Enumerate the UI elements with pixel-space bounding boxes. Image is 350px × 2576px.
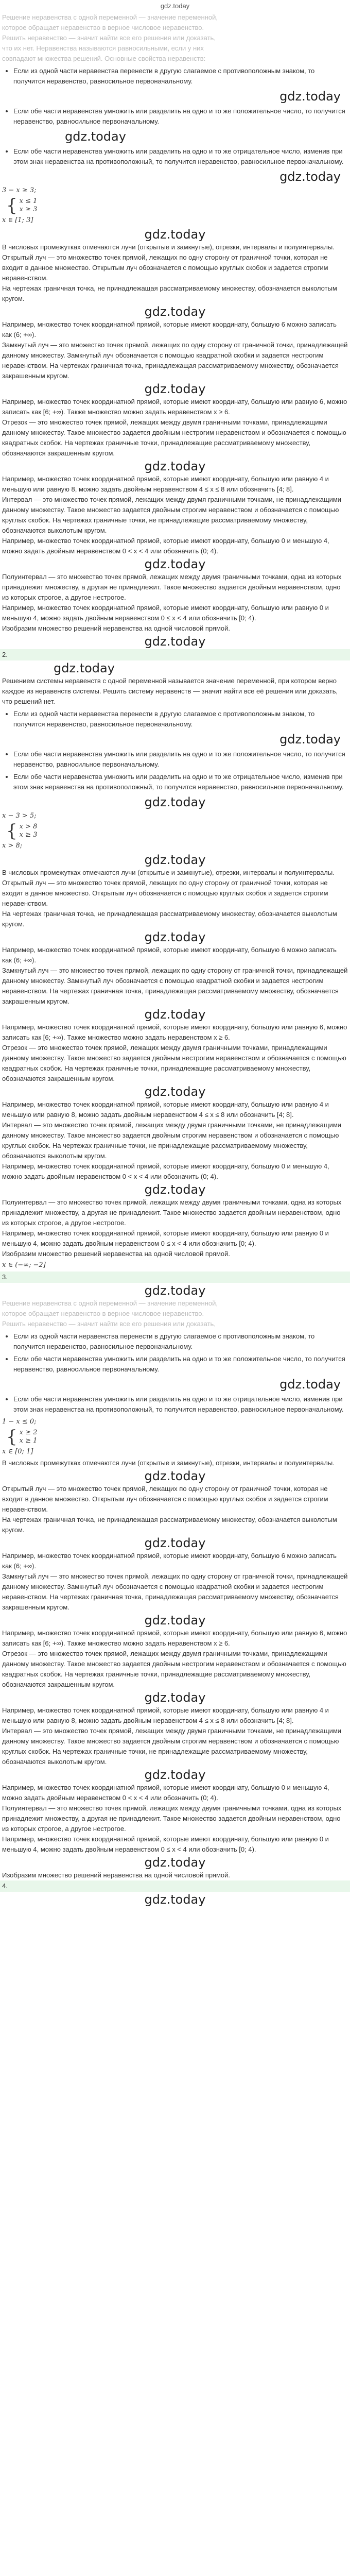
watermark: gdz.today [144,1855,206,1870]
theory-text: Например, множество точек координатной прямой, которые имеют координату, большую 6 можно записать как (6; +∞). [2,320,337,338]
section-number: 4. [0,1880,350,1892]
theory-text: Например, множество точек координатной прямой, которые имеют координату, большую 6 можно записать как (6; +∞). [2,946,337,964]
watermark: gdz.today [144,382,206,396]
theory-text: Например, множество точек координатной прямой, которые имеют координату, большую 0 и меньшую 4, можно задать двойным неравенством 0 < x < 4 или обозначить (0; 4). [2,1784,329,1802]
section-number: 3. [0,1272,350,1283]
watermark: gdz.today [279,732,341,747]
theory-text: Например, множество точек координатной прямой, которые имеют координату, большую или равную 4 и меньшую или равную 8, можно задать двойным неравенством 4 ≤ x ≤ 8 или обозначить [4; 8]. [2,1100,329,1118]
watermark: gdz.today [65,129,126,144]
theory-text: Полуинтервал — это множество точек прямой, лежащих между двумя граничными точками, одна из которых принадлежит множеству, а другая не принадлежит. Такое множество задается двойным неравенством, одно из которых строгое, а другое нестрогое. [2,1198,342,1227]
system-line: x ≥ 2 [19,1429,38,1436]
watermark: gdz.today [279,170,341,184]
watermark: gdz.today [144,227,206,242]
theory-text: Например, множество точек координатной прямой, которые имеют координату, большую или равную 0 и меньшую 4, можно задать двойным неравенством 0 ≤ x < 4 или обозначить [0; 4). [2,1229,329,1247]
watermark: gdz.today [144,1892,206,1907]
theory-text: Например, множество точек координатной прямой, которые имеют координату, большую или равную 0 и меньшую 4, можно задать двойным неравенством 0 ≤ x < 4 или обозначить [0; 4). [2,604,329,622]
theory-text: Например, множество точек координатной прямой, которые имеют координату, большую или равную 0 и меньшую 4, можно задать двойным неравенством 0 ≤ x < 4 или обозначить [0; 4). [2,1835,329,1853]
section-1 [0,12,350,649]
theory-text: Полуинтервал — это множество точек прямой, лежащих между двумя граничными точками, одна из которых принадлежит множеству, а другая не принадлежит. Такое множество задается двойным неравенством, одно из которых строгое, а другое нестрогое. [2,573,342,601]
intro-faded-line: Решение неравенства с одной переменной — значение переменной, [2,1299,218,1307]
watermark: gdz.today [144,1613,206,1628]
theory-text: Например, множество точек координатной прямой, которые имеют координату, большую или равную 4 и меньшую или равную 8, можно задать двойным неравенством 4 ≤ x ≤ 8 или обозначить [4; 8]. [2,1706,329,1724]
system-line: x ≥ 3 [19,206,38,213]
math-line: 1 − x ≤ 0; [2,1418,37,1426]
property-list [2,66,348,167]
theory-text: В числовых промежутках отмечаются лучи (открытые и замкнутые), отрезки, интервалы и полуинтервалы. [2,1459,335,1467]
watermark: gdz.today [144,304,206,319]
theory-text: Например, множество точек координатной прямой, которые имеют координату, большую 6 можно записать как (6; +∞). [2,1552,337,1570]
theory-text: Изобразим множество решений неравенства на одной числовой прямой. [2,1250,231,1258]
answer-line: x ∈ [1; 3] [2,216,33,224]
answer-line: x ∈ [0; 1] [2,1448,33,1455]
theory-text: Изобразим множество решений неравенства на одной числовой прямой. [2,624,231,632]
property-list [2,1331,348,1415]
watermark: gdz.today [144,1007,206,1022]
theory-text: На чертежах граничная точка, не принадлежащая рассматриваемому множеству, обозначается выколотым кругом. [2,1516,337,1534]
theory-text: Например, множество точек координатной прямой, которые имеют координату, большую 0 и меньшую 4, можно задать двойным неравенством 0 < x < 4 или обозначить (0; 4). [2,1162,329,1180]
intro-faded-line: Решить неравенство — значит найти все его решения или доказать, [2,1320,216,1328]
theory-text: Открытый луч — это множество точек прямой, лежащих по одну сторону от граничной точки, которая не входит в данное множество. Открытым луч обозначается с помощью круглых скобок и задается строгим неравенством. [2,253,328,282]
intro-faded-line: совпадают множества решений. Основные свойства неравенств: [2,55,206,62]
system-line: x ≥ 1 [19,1437,38,1445]
theory-text: Например, множество точек координатной прямой, которые имеют координату, большую или равную 4 и меньшую или равную 8, можно задать двойным неравенством 4 ≤ x ≤ 8 или обозначить [4; 8]. [2,475,329,493]
inequality-system [6,197,348,214]
inequality-system [6,822,348,840]
watermark: gdz.today [144,1182,206,1197]
answer-line: x ∈ (−∞; −2] [2,1261,46,1269]
property-item: • Если обе части неравенства умножить или разделить на одно и то же положительное число, то получится неравенство, равносильное первоначальному. [13,749,348,770]
watermark: gdz.today [144,459,206,473]
watermark: gdz.today [144,1768,206,1782]
watermark: gdz.today [54,661,115,675]
theory-text: Интервал — это множество точек прямой, лежащих между двумя граничными точками, не принадлежащими данному множеству. Такое множество задается двойным строгим неравенством и обозначается с помощью круглых скобок. На чертежах граничные точки, не принадлежащие рассматриваемому множеству, обозначаются выколотым кругом. [2,496,342,534]
property-item: • Если обе части неравенства умножить или разделить на одно и то же положительное число, то получится неравенство, равносильное первоначальному. [13,1354,348,1375]
property-item: • Если обе части неравенства умножить или разделить на одно и то же отрицательное число, изменив при этом знак неравенства на противоположный, то получится неравенство, равносильное первоначальному. [13,772,348,792]
watermark: gdz.today [279,1377,341,1392]
theory-text: Отрезок — это множество точек прямой, лежащих между двумя граничными точками, принадлежащими данному множеству. Такое множество задается двойным нестрогим неравенством и обозначается с помощью квадратных скобок. На чертежах граничные точки, принадлежащие рассматриваемому множеству, обозначаются закрашенным кругом. [2,418,346,457]
property-item: • Если из одной части неравенства перенести в другую слагаемое с противоположным знаком, то получится неравенство, равносильное первоначальному. [13,1331,348,1352]
watermark: gdz.today [144,1536,206,1550]
theory-text: Замкнутый луч — это множество точек прямой, лежащих по одну сторону от граничной точки, принадлежащей данному множеству. Замкнутый луч обозначается с помощью квадратной скобки и задается нестрогим неравенством. На чертежах граничная точка, принадлежащая рассматриваемому множеству, обозначается закрашенным кругом. [2,341,348,380]
watermark: gdz.today [144,557,206,571]
theory-text: Например, множество точек координатной прямой, которые имеют координату, большую или равную 6, можно записать как [6; +∞). Также множество можно задать неравенством x ≥ 6. [2,398,347,416]
property-item: • Если обе части неравенства умножить или разделить на одно и то же отрицательное число, изменив при этом знак неравенства на противоположный, то получится неравенство, равносильное первоначальному. [13,1394,348,1415]
intro-faded-line: Решение неравенства с одной переменной — значение переменной, [2,13,218,21]
property-item: • Если из одной части неравенства перенести в другую слагаемое с противоположным знаком, то получится неравенство, равносильное первоначальному. [13,66,348,87]
theory-text: Например, множество точек координатной прямой, которые имеют координату, большую или равную 6, можно записать как [6; +∞). Также множество можно задать неравенством x ≥ 6. [2,1629,347,1647]
system-line: x ≤ 1 [19,197,38,205]
system-line: x > 8 [19,823,38,831]
property-item: • Если обе части неравенства умножить или разделить на одно и то же положительное число, то получится неравенство, равносильное первоначальному. [13,106,348,127]
theory-text: Полуинтервал — это множество точек прямой, лежащих между двумя граничными точками, одна из которых принадлежит множеству, а другая не принадлежит. Такое множество задается двойным неравенством, одно из которых строгое, а другое нестрогое. [2,1804,342,1833]
system-line: x ≥ 3 [19,831,38,839]
theory-text: Отрезок — это множество точек прямой, лежащих между двумя граничными точками, принадлежащими данному множеству. Такое множество задается двойным нестрогим неравенством и обозначается с помощью квадратных скобок. На чертежах граничные точки, принадлежащие рассматриваемому множеству, обозначаются закрашенным кругом. [2,1044,346,1082]
watermark: gdz.today [144,1690,206,1705]
intro-faded-line: которое обращает неравенство в верное числовое неравенство. [2,1310,204,1317]
theory-text: На чертежах граничная точка, не принадлежащая рассматриваемому множеству, обозначается выколотым кругом. [2,284,337,302]
brace-icon: { [6,195,18,216]
watermark: gdz.today [144,1283,206,1298]
section-3 [0,1283,350,1880]
theory-text: Например, множество точек координатной прямой, которые имеют координату, большую 0 и меньшую 4, можно задать двойным неравенством 0 < x < 4 или обозначить (0; 4). [2,537,329,555]
theory-text: Решением системы неравенств с одной переменной называется значение переменной, при котором верно каждое из неравенств системы. Решить систему неравенств — значит найти все её решения или доказать, что решений нет. [2,677,338,705]
watermark: gdz.today [144,1469,206,1483]
brace-icon: { [6,1427,18,1447]
theory-text: На чертежах граничная точка, не принадлежащая рассматриваемому множеству, обозначается выколотым кругом. [2,910,337,928]
watermark: gdz.today [144,634,206,649]
watermark: gdz.today [144,930,206,944]
intro-faded-line: что их нет. Неравенства называются равносильными, если у них [2,44,204,52]
math-line: 3 − x ≥ 3; [2,187,37,194]
theory-text: Открытый луч — это множество точек прямой, лежащих по одну сторону от граничной точки, которая не входит в данное множество. Открытым луч обозначается с помощью круглых скобок и задается строгим неравенством. [2,1485,328,1513]
theory-text: Замкнутый луч — это множество точек прямой, лежащих по одну сторону от граничной точки, принадлежащей данному множеству. Замкнутый луч обозначается с помощью квадратной скобки и задается нестрогим неравенством. На чертежах граничная точка, принадлежащая рассматриваемому множеству, обозначается закрашенным кругом. [2,1572,348,1611]
section-4 [0,1892,350,1907]
section-number: 2. [0,649,350,660]
theory-text: Интервал — это множество точек прямой, лежащих между двумя граничными точками, не принадлежащими данному множеству. Такое множество задается двойным строгим неравенством и обозначается с помощью круглых скобок. На чертежах граничные точки, не принадлежащие рассматриваемому множеству, обозначаются выколотым кругом. [2,1727,342,1766]
theory-text: Открытый луч — это множество точек прямой, лежащих по одну сторону от граничной точки, которая не входит в данное множество. Открытым луч обозначается с помощью круглых скобок и задается строгим неравенством. [2,879,328,907]
theory-text: Отрезок — это множество точек прямой, лежащих между двумя граничными точками, принадлежащими данному множеству. Такое множество задается двойным нестрогим неравенством и обозначается с помощью квадратных скобок. На чертежах граничные точки, принадлежащие рассматриваемому множеству, обозначаются закрашенным кругом. [2,1650,346,1688]
watermark: gdz.today [144,1084,206,1099]
watermark: gdz.today [144,853,206,867]
theory-text: Например, множество точек координатной прямой, которые имеют координату, большую или равную 6, можно записать как [6; +∞). Также множество можно задать неравенством x ≥ 6. [2,1023,347,1041]
site-logo[interactable]: gdz.today [160,2,190,10]
intro-faded-line: которое обращает неравенство в верное числовое неравенство. [2,24,204,31]
property-item: • Если обе части неравенства умножить или разделить на одно и то же отрицательное число, изменив при этом знак неравенства на противоположный, то получится неравенство, равносильное первоначальному. [13,146,348,167]
theory-text: В числовых промежутках отмечаются лучи (открытые и замкнутые), отрезки, интервалы и полуинтервалы. [2,243,335,251]
theory-text: Интервал — это множество точек прямой, лежащих между двумя граничными точками, не принадлежащими данному множеству. Такое множество задается двойным строгим неравенством и обозначается с помощью круглых скобок. На чертежах граничные точки, не принадлежащие рассматриваемому множеству, обозначаются выколотым кругом. [2,1121,342,1160]
watermark: gdz.today [144,795,206,809]
property-list [2,709,348,792]
math-line: x − 3 > 5; [2,812,37,820]
property-item: • Если из одной части неравенства перенести в другую слагаемое с противоположным знаком, то получится неравенство, равносильное первоначальному. [13,709,348,730]
theory-text: В числовых промежутках отмечаются лучи (открытые и замкнутые), отрезки, интервалы и полуинтервалы. [2,869,335,876]
watermark: gdz.today [279,89,341,104]
answer-line: x > 8; [2,842,23,850]
intro-faded-line: Решить неравенство — значит найти все его решения или доказать, [2,34,216,42]
theory-text: Изобразим множество решений неравенства на одной числовой прямой. [2,1871,231,1879]
brace-icon: { [6,821,18,841]
section-2 [0,660,350,1270]
theory-text: Замкнутый луч — это множество точек прямой, лежащих по одну сторону от граничной точки, принадлежащей данному множеству. Замкнутый луч обозначается с помощью квадратной скобки и задается нестрогим неравенством. На чертежах граничная точка, принадлежащая рассматриваемому множеству, обозначается закрашенным кругом. [2,967,348,1005]
inequality-system [6,1428,348,1446]
